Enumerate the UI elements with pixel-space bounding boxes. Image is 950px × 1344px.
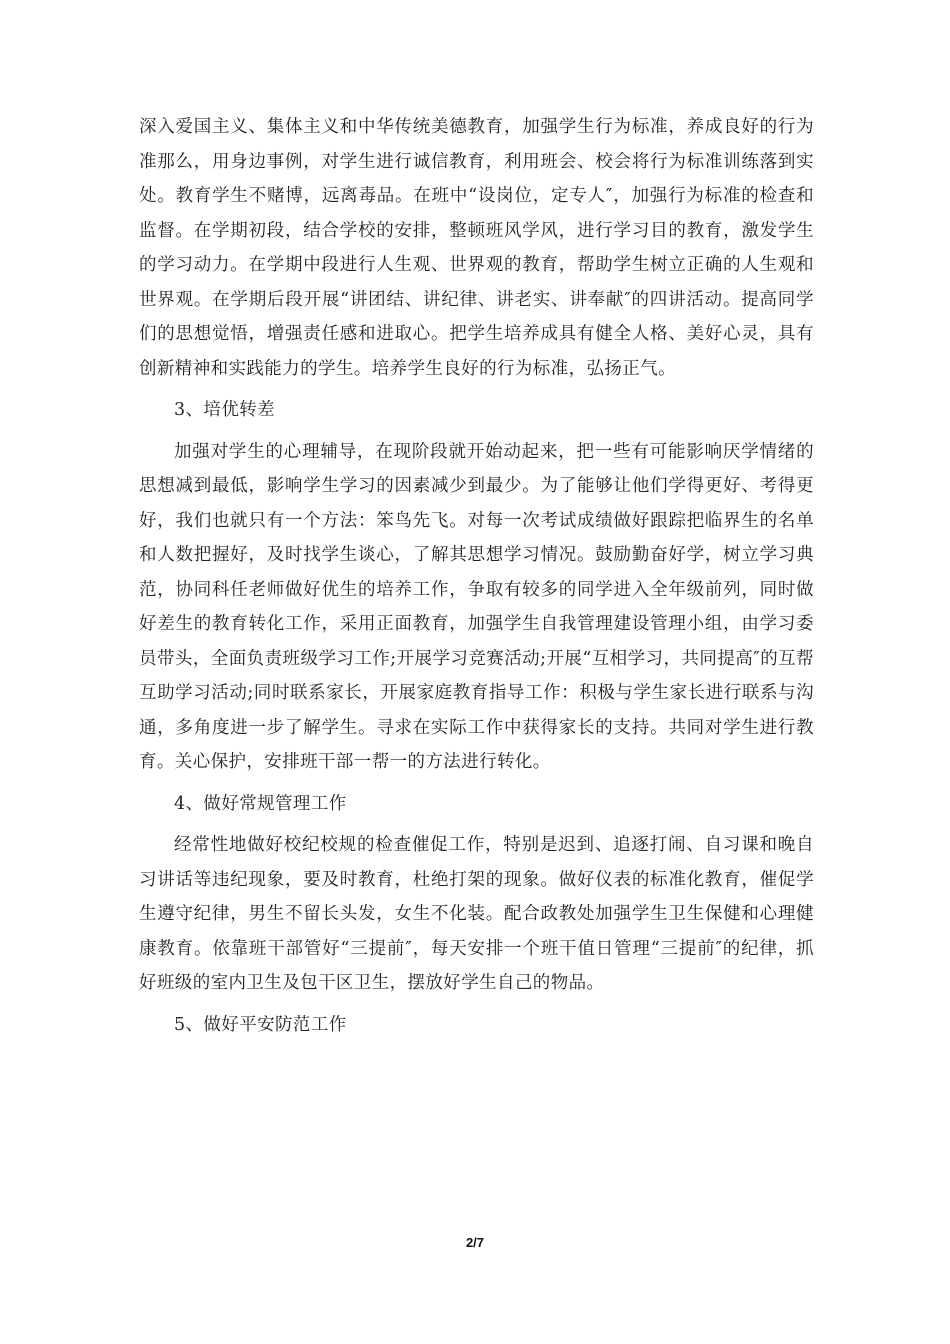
page-number: 2/7 [465, 1235, 485, 1250]
document-body [139, 110, 814, 1042]
paragraph-gap [139, 1001, 814, 1008]
paragraph-moral-education: 深入爱国主义、集体主义和中华传统美德教育，加强学生行为标准，养成良好的行为准那么，用身边事例，对学生进行诚信教育，利用班会、校会将行为标准训练落到实处。教育学生不赌博，远离毒品。在班中“设岗位，定专人″，加强行为标准的检查和监督。在学期初段，结合学校的安排，整顿班风学风，进行学习目的教育，激发学生的学习动力。在学期中段进行人生观、世界观的教育，帮助学生树立正确的人生观和世界观。在学期后段开展“讲团结、讲纪律、讲老实、讲奉献″的四讲活动。提高同学们的思想觉悟，增强责任感和进取心。把学生培养成具有健全人格、美好心灵，具有创新精神和实践能力的学生。培养学生良好的行为标准，弘扬正气。 [139, 117, 814, 379]
paragraph-routine-management: 经常性地做好校纪校规的检查催促工作，特别是迟到、追逐打闹、自习课和晚自习讲话等违纪现象，要及时教育，杜绝打架的现象。做好仪表的标准化教育，催促学生遵守纪律，男生不留长头发，女生不化装。配合政教处加强学生卫生保健和心理健康教育。依靠班干部管好“三提前″，每天安排一个班干值日管理“三提前″的纪律，抓好班级的室内卫生及包干区卫生，摆放好学生自己的物品。 [139, 835, 814, 993]
section-heading-5: 5、做好平安防范工作 [174, 1014, 347, 1035]
section-heading-4: 4、做好常规管理工作 [174, 793, 347, 814]
paragraph-gap [139, 386, 814, 393]
paragraph-gap [139, 821, 814, 828]
section-heading-3: 3、培优转差 [174, 400, 276, 420]
paragraph-gap [139, 780, 814, 787]
paragraph-tutoring: 加强对学生的心理辅导，在现阶段就开始动起来，把一些有可能影响厌学情绪的思想减到最低，影响学生学习的因素减少到最少。为了能够让他们学得更好、考得更好，我们也就只有一个方法：笨鸟先飞。对每一次考试成绩做好跟踪把临界生的名单和人数把握好，及时找学生谈心，了解其思想学习情况。鼓励勤奋好学，树立学习典范，协同科任老师做好优生的培养工作，争取有较多的同学进入全年级前列，同时做好差生的教育转化工作，采用正面教育，加强学生自我管理建设管理小组，由学习委员带头，全面负责班级学习工作;开展学习竞赛活动;开展“互相学习，共同提高″的互帮互助学习活动;同时联系家长，开展家庭教育指导工作：积极与学生家长进行联系与沟通，多角度进一步了解学生。寻求在实际工作中获得家长的支持。共同对学生进行教育。关心保护，安排班干部一帮一的方法进行转化。 [139, 441, 814, 772]
paragraph-gap [139, 428, 814, 435]
